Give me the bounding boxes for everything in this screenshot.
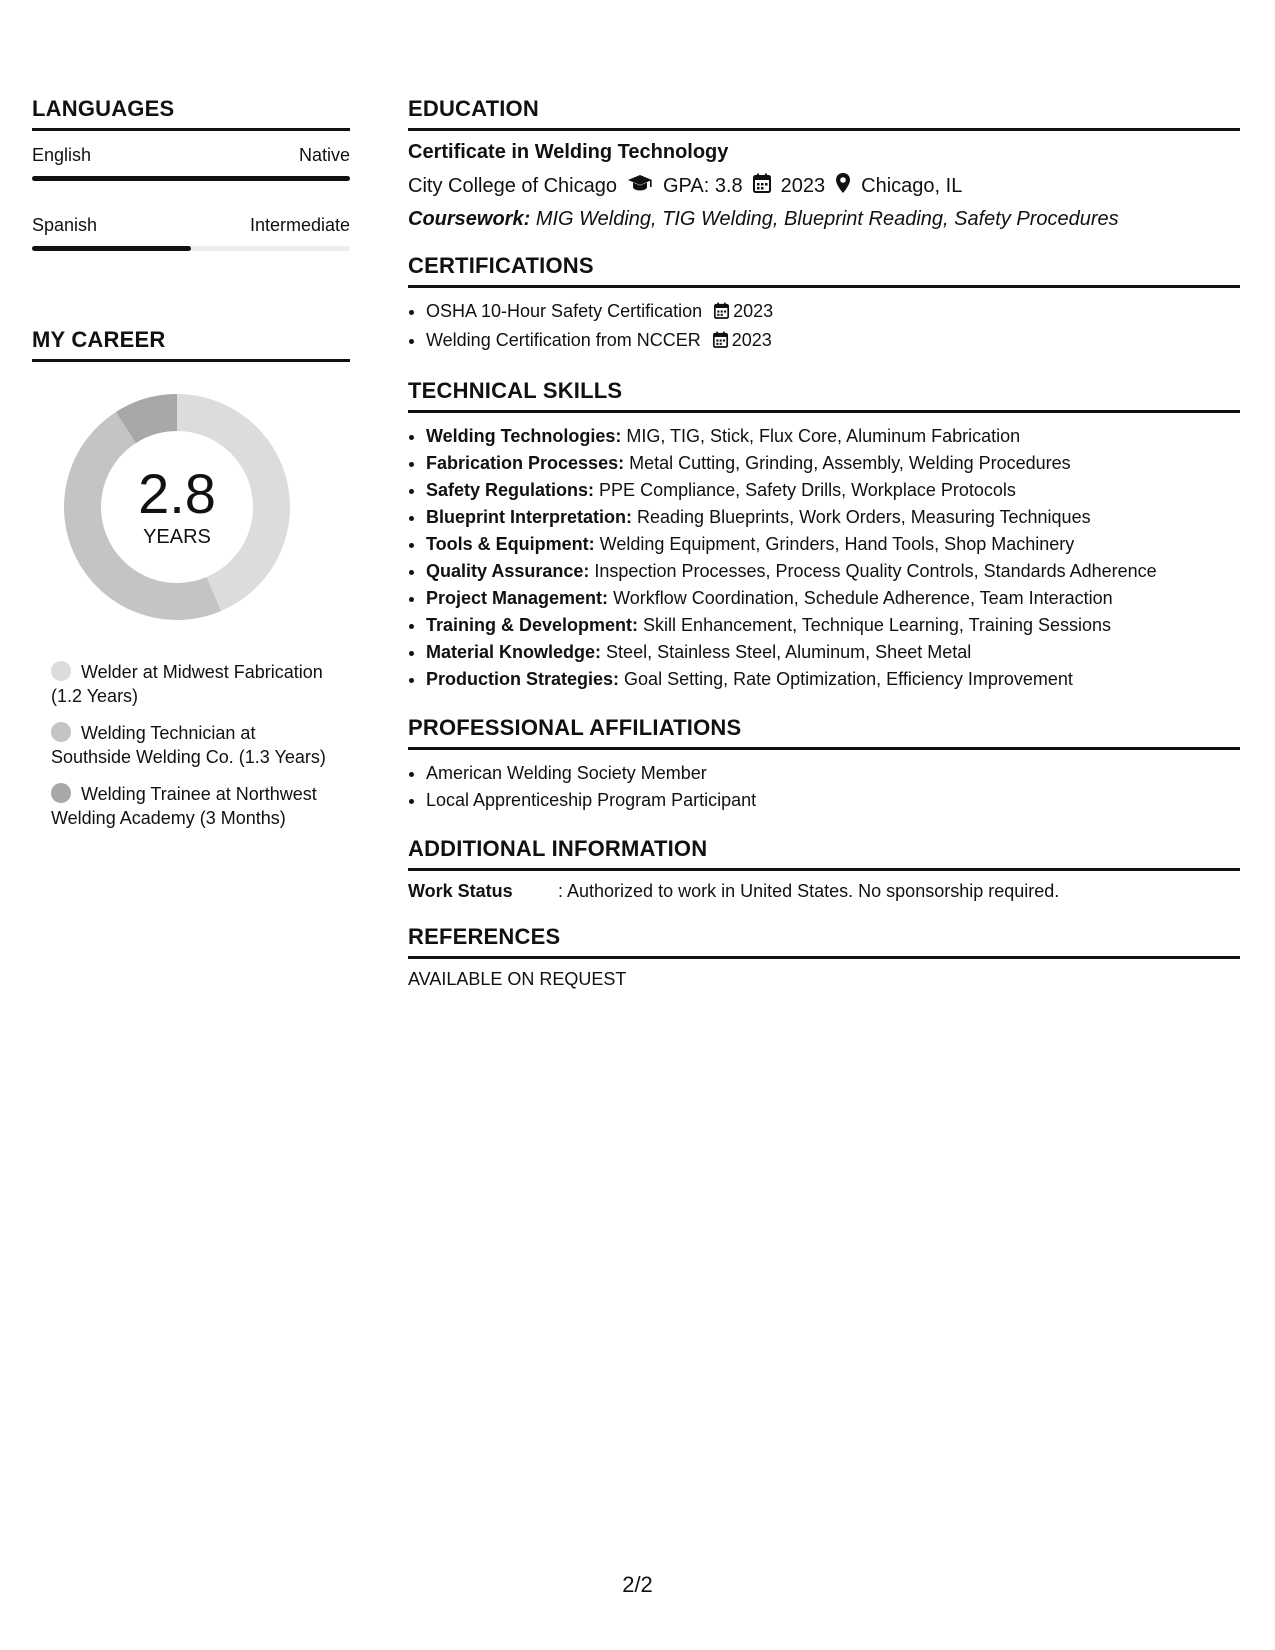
coursework-label: Coursework: <box>408 208 531 230</box>
career-heading: MY CAREER <box>32 327 350 362</box>
skill-text: Inspection Processes, Process Quality Controls, Standards Adherence <box>594 561 1157 581</box>
references-text: AVAILABLE ON REQUEST <box>408 969 627 989</box>
gpa: GPA: 3.8 <box>663 174 743 197</box>
list-item: • American Welding Society Member <box>426 760 1240 787</box>
language-proficiency-fill <box>32 246 191 251</box>
legend-swatch <box>51 722 71 742</box>
certifications-heading: CERTIFICATIONS <box>408 253 1240 288</box>
map-pin-icon <box>835 172 851 200</box>
list-item <box>426 504 1240 531</box>
language-name: Spanish <box>32 215 98 235</box>
skill-label: Training & Development: <box>426 615 639 635</box>
list-item <box>426 298 1240 327</box>
legend-label: Welding Technician at Southside Welding Co. (1.3 Years) <box>51 723 326 767</box>
language-proficiency-fill <box>32 176 350 181</box>
legend-swatch <box>51 661 71 681</box>
skill-label: Safety Regulations: <box>426 480 595 500</box>
list-item <box>426 450 1240 477</box>
language-level: Native <box>298 145 350 165</box>
work-status-text: : Authorized to work in United States. No sponsorship required. <box>558 881 1060 901</box>
references-heading: REFERENCES <box>408 924 1240 959</box>
legend-swatch <box>51 783 71 803</box>
language-name: English <box>32 145 92 165</box>
language-proficiency-bar <box>32 246 350 251</box>
work-status-row <box>408 881 1240 902</box>
graduation-year: 2023 <box>780 174 826 197</box>
list-item: • Local Apprenticeship Program Participant <box>426 787 1240 814</box>
skills-section <box>408 378 1240 693</box>
skills-heading: TECHNICAL SKILLS <box>408 378 1240 413</box>
languages-heading: LANGUAGES <box>32 96 350 131</box>
skill-label: Production Strategies: <box>426 669 620 689</box>
work-status-label: Work Status <box>408 881 513 901</box>
skill-text: Reading Blueprints, Work Orders, Measuring Techniques <box>637 507 1091 527</box>
list-item <box>426 639 1240 666</box>
affiliations-section <box>408 715 1240 814</box>
legend-label: Welder at Midwest Fabrication (1.2 Years) <box>51 662 323 706</box>
skill-text: Goal Setting, Rate Optimization, Efficiency Improvement <box>624 669 1073 689</box>
calendar-icon <box>713 329 728 356</box>
coursework-text: MIG Welding, TIG Welding, Blueprint Reading, Safety Procedures <box>535 208 1119 230</box>
additional-heading: ADDITIONAL INFORMATION <box>408 836 1240 871</box>
skill-text: Workflow Coordination, Schedule Adherence, Team Interaction <box>613 588 1113 608</box>
language-item <box>32 145 350 181</box>
language-item <box>32 215 350 251</box>
career-legend <box>32 660 350 830</box>
skill-label: Welding Technologies: <box>426 426 622 446</box>
references-section <box>408 924 1240 990</box>
skill-text: Steel, Stainless Steel, Aluminum, Sheet Metal <box>606 642 972 662</box>
calendar-icon <box>753 173 771 199</box>
degree-title: Certificate in Welding Technology <box>408 141 729 163</box>
legend-item <box>51 721 331 769</box>
skill-label: Blueprint Interpretation: <box>426 507 632 527</box>
additional-section <box>408 836 1240 902</box>
language-level: Intermediate <box>249 215 350 235</box>
graduation-cap-icon <box>627 174 653 198</box>
school-name: City College of Chicago <box>408 174 617 197</box>
list-item <box>426 585 1240 612</box>
skill-text: MIG, TIG, Stick, Flux Core, Aluminum Fabrication <box>626 426 1021 446</box>
skill-text: PPE Compliance, Safety Drills, Workplace Protocols <box>599 480 1016 500</box>
skill-label: Material Knowledge: <box>426 642 602 662</box>
certification-year: 2023 <box>733 301 774 321</box>
skill-label: Fabrication Processes: <box>426 453 625 473</box>
donut-center <box>64 394 290 620</box>
certifications-section <box>408 253 1240 356</box>
list-item <box>426 477 1240 504</box>
skill-text: Metal Cutting, Grinding, Assembly, Welding Procedures <box>629 453 1071 473</box>
education-heading: EDUCATION <box>408 96 1240 131</box>
calendar-icon <box>714 300 729 327</box>
right-column <box>408 96 1240 990</box>
skill-label: Quality Assurance: <box>426 561 590 581</box>
skill-label: Tools & Equipment: <box>426 534 595 554</box>
education-details <box>408 172 1240 200</box>
skill-text: Welding Equipment, Grinders, Hand Tools, Shop Machinery <box>599 534 1075 554</box>
skill-text: Skill Enhancement, Technique Learning, Training Sessions <box>643 615 1112 635</box>
language-proficiency-bar <box>32 176 350 181</box>
career-total-value: 2.8 <box>138 461 216 525</box>
left-column <box>32 96 350 843</box>
page-number: 2/2 <box>622 1572 653 1597</box>
affiliations-heading: PROFESSIONAL AFFILIATIONS <box>408 715 1240 750</box>
list-item <box>426 327 1240 356</box>
coursework <box>408 208 1240 231</box>
school-location: Chicago, IL <box>861 174 963 197</box>
career-total-unit: YEARS <box>143 525 211 548</box>
certification-name: OSHA 10-Hour Safety Certification <box>426 301 703 321</box>
certification-name: Welding Certification from NCCER <box>426 330 701 350</box>
list-item <box>426 423 1240 450</box>
legend-item <box>51 660 331 708</box>
list-item <box>426 531 1240 558</box>
skill-label: Project Management: <box>426 588 609 608</box>
list-item <box>426 558 1240 585</box>
certification-year: 2023 <box>731 330 772 350</box>
career-donut-chart <box>32 386 350 626</box>
list-item <box>426 612 1240 639</box>
legend-label: Welding Trainee at Northwest Welding Academy (3 Months) <box>51 784 317 828</box>
list-item <box>426 666 1240 693</box>
legend-item <box>51 782 331 830</box>
